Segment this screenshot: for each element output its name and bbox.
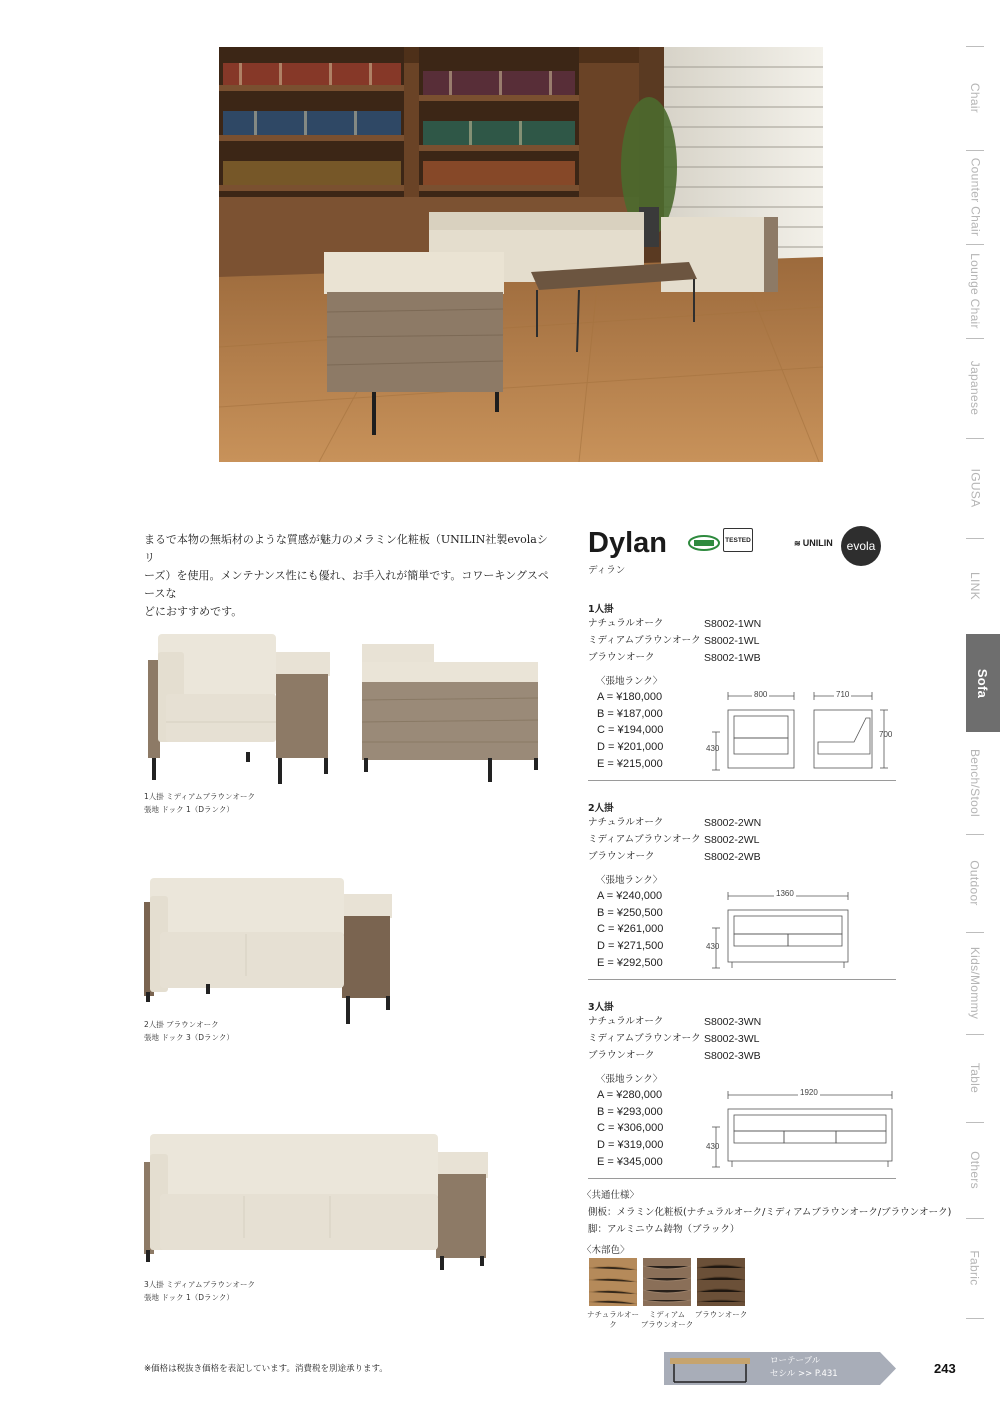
nav-item-link[interactable]: LINK bbox=[967, 572, 982, 600]
nav-item-table[interactable]: Table bbox=[968, 1062, 982, 1094]
hero-photo bbox=[219, 47, 823, 462]
variant-row: ブラウンオーク S8002-2WB bbox=[588, 851, 761, 863]
dim-seat-height: 430 bbox=[706, 942, 720, 951]
nav-item-outdoor[interactable]: Outdoor bbox=[968, 860, 982, 906]
nav-item-kids-mommy[interactable]: Kids/Mommy bbox=[968, 946, 982, 1020]
tested-badge: TESTED bbox=[723, 528, 753, 552]
swatch-medium-brown-oak bbox=[643, 1258, 691, 1306]
lounge-scene-illustration bbox=[219, 47, 823, 462]
section-title-single: 1人掛 bbox=[588, 604, 614, 615]
variant-row: ミディアムブラウンオーク S8002-3WL bbox=[588, 1033, 760, 1045]
price-rank-e: E = ¥345,000 bbox=[597, 1156, 663, 1168]
evola-logo: evola bbox=[841, 526, 881, 566]
dim-seat-height: 430 bbox=[706, 1142, 720, 1151]
swatch-brown-oak bbox=[697, 1258, 745, 1306]
variant-row: ナチュラルオーク S8002-3WN bbox=[588, 1016, 762, 1028]
nav-divider bbox=[966, 150, 984, 151]
nav-divider bbox=[966, 834, 984, 835]
nav-divider bbox=[966, 1034, 984, 1035]
price-rank-e: E = ¥292,500 bbox=[597, 957, 663, 969]
nav-item-igusa[interactable]: IGUSA bbox=[968, 468, 982, 508]
nav-item-fabric[interactable]: Fabric bbox=[967, 1250, 982, 1286]
price-rank-b: B = ¥293,000 bbox=[597, 1106, 663, 1118]
swatch-label: ナチュラルオーク bbox=[586, 1310, 640, 1329]
certification-mark-icon bbox=[688, 535, 720, 551]
price-rank-c: C = ¥194,000 bbox=[597, 724, 664, 736]
nav-item-counter-chair[interactable]: Counter Chair bbox=[968, 157, 983, 237]
dim-seat-height: 430 bbox=[706, 744, 720, 753]
product-name-kana: ディラン bbox=[588, 565, 626, 576]
nav-item-japanese[interactable]: Japanese bbox=[968, 360, 983, 416]
banner-text[interactable]: ローテーブル セシル >> P.431 bbox=[770, 1356, 838, 1379]
rank-title: 〈張地ランク〉 bbox=[596, 1074, 663, 1085]
price-rank-e: E = ¥215,000 bbox=[597, 758, 663, 770]
price-rank-c: C = ¥261,000 bbox=[597, 923, 664, 935]
variant-row: ミディアムブラウンオーク S8002-1WL bbox=[588, 635, 760, 647]
double-sofa-image bbox=[144, 876, 394, 1026]
section-title-triple: 3人掛 bbox=[588, 1002, 614, 1013]
section-divider bbox=[588, 1178, 896, 1179]
price-rank-c: C = ¥306,000 bbox=[597, 1122, 664, 1134]
price-rank-b: B = ¥187,000 bbox=[597, 708, 663, 720]
price-rank-d: D = ¥201,000 bbox=[597, 741, 664, 753]
variant-row: ブラウンオーク S8002-1WB bbox=[588, 652, 761, 664]
triple-sofa-caption: 3人掛 ミディアムブラウンオーク 張地 ドック 1（Dランク） bbox=[144, 1280, 256, 1302]
price-rank-a: A = ¥240,000 bbox=[597, 890, 663, 902]
page-number: 243 bbox=[934, 1361, 956, 1376]
variant-row: ブラウンオーク S8002-3WB bbox=[588, 1050, 761, 1062]
price-rank-d: D = ¥271,500 bbox=[597, 940, 664, 952]
variant-row: ナチュラルオーク S8002-1WN bbox=[588, 618, 762, 630]
triple-sofa-image bbox=[144, 1132, 490, 1272]
swatch-label: ブラウンオーク bbox=[694, 1310, 748, 1319]
single-sofa-front-image bbox=[146, 630, 332, 786]
single-sofa-back-image bbox=[360, 630, 542, 786]
single-dimension-diagram bbox=[704, 688, 900, 772]
nav-divider bbox=[966, 438, 984, 439]
nav-divider bbox=[966, 1218, 984, 1219]
variant-row: ナチュラルオーク S8002-2WN bbox=[588, 817, 762, 829]
dim-width: 1920 bbox=[800, 1088, 818, 1097]
triple-dimension-diagram bbox=[704, 1087, 898, 1171]
nav-divider bbox=[966, 932, 984, 933]
nav-divider bbox=[966, 46, 984, 47]
unilin-logo: ≋ UNILIN bbox=[794, 538, 833, 548]
dim-depth: 710 bbox=[836, 690, 850, 699]
single-sofa-caption: 1人掛 ミディアムブラウンオーク 張地 ドック 1（Dランク） bbox=[144, 792, 256, 814]
nav-divider bbox=[966, 1318, 984, 1319]
nav-divider bbox=[966, 538, 984, 539]
nav-item-others[interactable]: Others bbox=[968, 1151, 982, 1189]
dim-width: 1360 bbox=[776, 889, 794, 898]
swatch-label: ミディアム ブラウンオーク bbox=[640, 1310, 694, 1329]
legs-spec: 脚：アルミニウム鋳物（ブラック） bbox=[588, 1224, 740, 1235]
double-dimension-diagram bbox=[704, 888, 854, 972]
price-rank-a: A = ¥180,000 bbox=[597, 691, 663, 703]
variant-row: ミディアムブラウンオーク S8002-2WL bbox=[588, 834, 760, 846]
section-divider bbox=[588, 979, 896, 980]
nav-item-chair[interactable]: Chair bbox=[968, 82, 982, 114]
section-divider bbox=[588, 780, 896, 781]
product-name: Dylan bbox=[588, 527, 667, 559]
nav-divider bbox=[966, 244, 984, 245]
nav-item-bench-stool[interactable]: Bench/Stool bbox=[968, 748, 983, 818]
dim-width: 800 bbox=[754, 690, 768, 699]
price-rank-d: D = ¥319,000 bbox=[597, 1139, 664, 1151]
nav-item-lounge-chair[interactable]: Lounge Chair bbox=[968, 253, 982, 329]
intro-text: まるで本物の無垢材のような質感が魅力のメラミン化粧板（UNILIN社製evolaシリ ーズ）を使用。メンテナンス性にも優れ、お手入れが簡単です。コワーキングスペースな どにおすすめです。 bbox=[144, 533, 549, 618]
nav-divider bbox=[966, 338, 984, 339]
tax-footnote: ※価格は税抜き価格を表記しています。消費税を別途承ります。 bbox=[144, 1364, 388, 1374]
section-title-double: 2人掛 bbox=[588, 803, 614, 814]
rank-title: 〈張地ランク〉 bbox=[596, 875, 663, 886]
rank-title: 〈張地ランク〉 bbox=[596, 676, 663, 687]
wood-color-title: 〈木部色〉 bbox=[582, 1245, 630, 1256]
nav-divider bbox=[966, 1122, 984, 1123]
side-panel-spec: 側板：メラミン化粧板(ナチュラルオーク/ミディアムブラウンオーク/ブラウンオーク) bbox=[588, 1207, 952, 1218]
price-rank-a: A = ¥280,000 bbox=[597, 1089, 663, 1101]
swatch-natural-oak bbox=[589, 1258, 637, 1306]
common-spec-title: 〈共通仕様〉 bbox=[582, 1190, 640, 1201]
double-sofa-caption: 2人掛 ブラウンオーク 張地 ドック 3（Dランク） bbox=[144, 1020, 234, 1042]
price-rank-b: B = ¥250,500 bbox=[597, 907, 663, 919]
dim-height: 700 bbox=[879, 730, 893, 739]
nav-item-sofa[interactable]: Sofa bbox=[966, 634, 1000, 732]
